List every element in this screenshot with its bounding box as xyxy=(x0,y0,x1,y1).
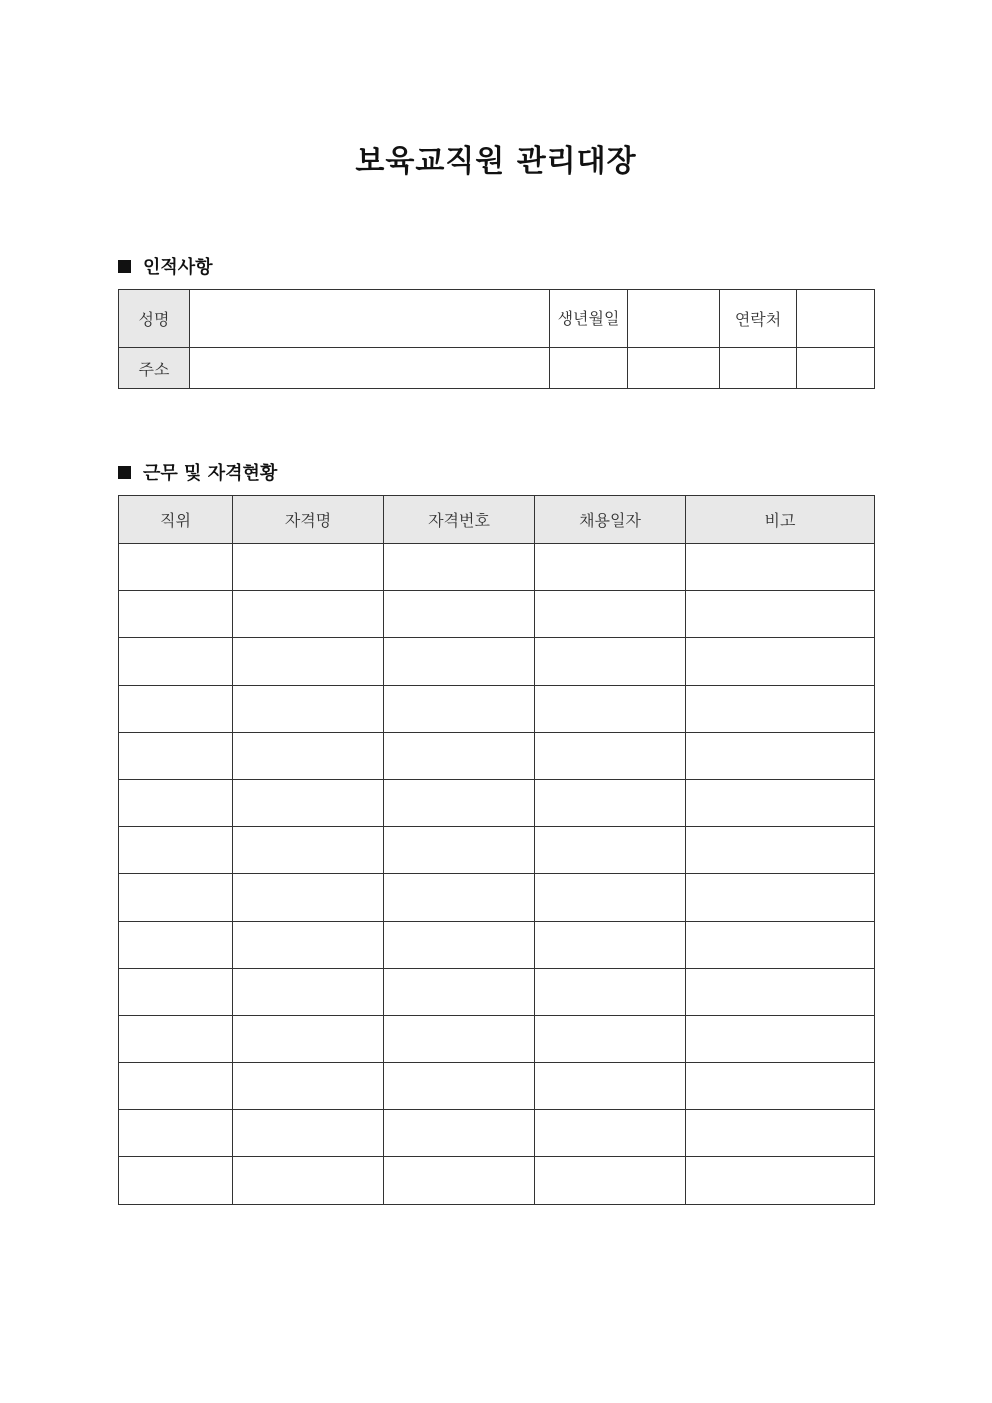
qualification-number-cell[interactable] xyxy=(384,1110,535,1157)
position-cell[interactable] xyxy=(119,874,233,921)
remarks-cell[interactable] xyxy=(686,921,875,968)
remarks-cell[interactable] xyxy=(686,1110,875,1157)
hire-date-cell[interactable] xyxy=(535,874,686,921)
square-bullet-icon xyxy=(118,466,131,479)
position-cell[interactable] xyxy=(119,685,233,732)
qualification-number-cell[interactable] xyxy=(384,591,535,638)
hire-date-cell[interactable] xyxy=(535,779,686,826)
position-cell[interactable] xyxy=(119,1063,233,1110)
hire-date-cell[interactable] xyxy=(535,591,686,638)
work-qualification-table xyxy=(118,495,875,1205)
qualification-number-cell[interactable] xyxy=(384,1063,535,1110)
qualification-number-cell[interactable] xyxy=(384,685,535,732)
contact-label: 연락처 xyxy=(720,290,797,348)
qualification-cell[interactable] xyxy=(233,827,384,874)
birth-date-label: 생년월일 xyxy=(550,290,628,348)
column-header-qualification: 자격명 xyxy=(233,496,384,544)
qualification-number-cell[interactable] xyxy=(384,874,535,921)
qualification-cell[interactable] xyxy=(233,638,384,685)
table-row xyxy=(119,685,875,732)
blank-cell[interactable] xyxy=(797,348,875,389)
remarks-cell[interactable] xyxy=(686,544,875,591)
remarks-cell[interactable] xyxy=(686,1015,875,1062)
contact-field[interactable] xyxy=(797,290,875,348)
remarks-cell[interactable] xyxy=(686,968,875,1015)
qualification-number-cell[interactable] xyxy=(384,968,535,1015)
table-row xyxy=(119,827,875,874)
hire-date-cell[interactable] xyxy=(535,1015,686,1062)
qualification-cell[interactable] xyxy=(233,1063,384,1110)
remarks-cell[interactable] xyxy=(686,685,875,732)
qualification-cell[interactable] xyxy=(233,921,384,968)
qualification-cell[interactable] xyxy=(233,685,384,732)
name-label: 성명 xyxy=(119,290,190,348)
square-bullet-icon xyxy=(118,260,131,273)
name-field[interactable] xyxy=(190,290,550,348)
qualification-cell[interactable] xyxy=(233,779,384,826)
position-cell[interactable] xyxy=(119,968,233,1015)
document-title: 보육교직원 관리대장 xyxy=(355,144,637,179)
remarks-cell[interactable] xyxy=(686,779,875,826)
remarks-cell[interactable] xyxy=(686,591,875,638)
table-row xyxy=(119,968,875,1015)
position-cell[interactable] xyxy=(119,1015,233,1062)
table-row xyxy=(119,1063,875,1110)
position-cell[interactable] xyxy=(119,591,233,638)
address-field[interactable] xyxy=(190,348,550,389)
position-cell[interactable] xyxy=(119,732,233,779)
qualification-number-cell[interactable] xyxy=(384,827,535,874)
section-heading-work xyxy=(118,459,277,485)
qualification-number-cell[interactable] xyxy=(384,544,535,591)
hire-date-cell[interactable] xyxy=(535,544,686,591)
column-header-position: 직위 xyxy=(119,496,233,544)
remarks-cell[interactable] xyxy=(686,638,875,685)
table-row xyxy=(119,591,875,638)
column-header-remarks: 비고 xyxy=(686,496,875,544)
column-header-hire-date: 채용일자 xyxy=(535,496,686,544)
qualification-cell[interactable] xyxy=(233,732,384,779)
qualification-number-cell[interactable] xyxy=(384,732,535,779)
qualification-number-cell[interactable] xyxy=(384,638,535,685)
table-row xyxy=(119,638,875,685)
position-cell[interactable] xyxy=(119,827,233,874)
table-row xyxy=(119,544,875,591)
work-table-body xyxy=(119,544,875,1205)
qualification-cell[interactable] xyxy=(233,968,384,1015)
personal-info-table xyxy=(118,289,875,389)
address-label: 주소 xyxy=(119,348,190,389)
blank-cell[interactable] xyxy=(550,348,628,389)
blank-cell[interactable] xyxy=(720,348,797,389)
birth-date-field[interactable] xyxy=(628,290,720,348)
remarks-cell[interactable] xyxy=(686,732,875,779)
qualification-number-cell[interactable] xyxy=(384,1015,535,1062)
table-row xyxy=(119,1015,875,1062)
column-header-qualification-number: 자격번호 xyxy=(384,496,535,544)
position-cell[interactable] xyxy=(119,921,233,968)
position-cell[interactable] xyxy=(119,779,233,826)
table-header-row xyxy=(119,496,875,544)
remarks-cell[interactable] xyxy=(686,827,875,874)
hire-date-cell[interactable] xyxy=(535,685,686,732)
table-row xyxy=(119,1157,875,1204)
section-heading-work-text: 근무 및 자격현황 xyxy=(143,463,278,484)
hire-date-cell[interactable] xyxy=(535,1110,686,1157)
table-row xyxy=(119,732,875,779)
position-cell[interactable] xyxy=(119,1157,233,1204)
hire-date-cell[interactable] xyxy=(535,732,686,779)
qualification-cell[interactable] xyxy=(233,1157,384,1204)
qualification-cell[interactable] xyxy=(233,874,384,921)
qualification-cell[interactable] xyxy=(233,1015,384,1062)
hire-date-cell[interactable] xyxy=(535,1157,686,1204)
hire-date-cell[interactable] xyxy=(535,1063,686,1110)
remarks-cell[interactable] xyxy=(686,874,875,921)
qualification-number-cell[interactable] xyxy=(384,779,535,826)
position-cell[interactable] xyxy=(119,1110,233,1157)
table-row xyxy=(119,290,875,348)
table-row xyxy=(119,874,875,921)
table-row xyxy=(119,348,875,389)
hire-date-cell[interactable] xyxy=(535,921,686,968)
qualification-number-cell[interactable] xyxy=(384,1157,535,1204)
blank-cell[interactable] xyxy=(628,348,720,389)
position-cell[interactable] xyxy=(119,544,233,591)
section-heading-personal-text: 인적사항 xyxy=(143,257,213,278)
qualification-cell[interactable] xyxy=(233,544,384,591)
section-heading-personal xyxy=(118,253,213,279)
table-row xyxy=(119,779,875,826)
hire-date-cell[interactable] xyxy=(535,638,686,685)
qualification-cell[interactable] xyxy=(233,591,384,638)
qualification-cell[interactable] xyxy=(233,1110,384,1157)
qualification-number-cell[interactable] xyxy=(384,921,535,968)
position-cell[interactable] xyxy=(119,638,233,685)
hire-date-cell[interactable] xyxy=(535,968,686,1015)
remarks-cell[interactable] xyxy=(686,1157,875,1204)
table-row xyxy=(119,1110,875,1157)
table-row xyxy=(119,921,875,968)
remarks-cell[interactable] xyxy=(686,1063,875,1110)
hire-date-cell[interactable] xyxy=(535,827,686,874)
